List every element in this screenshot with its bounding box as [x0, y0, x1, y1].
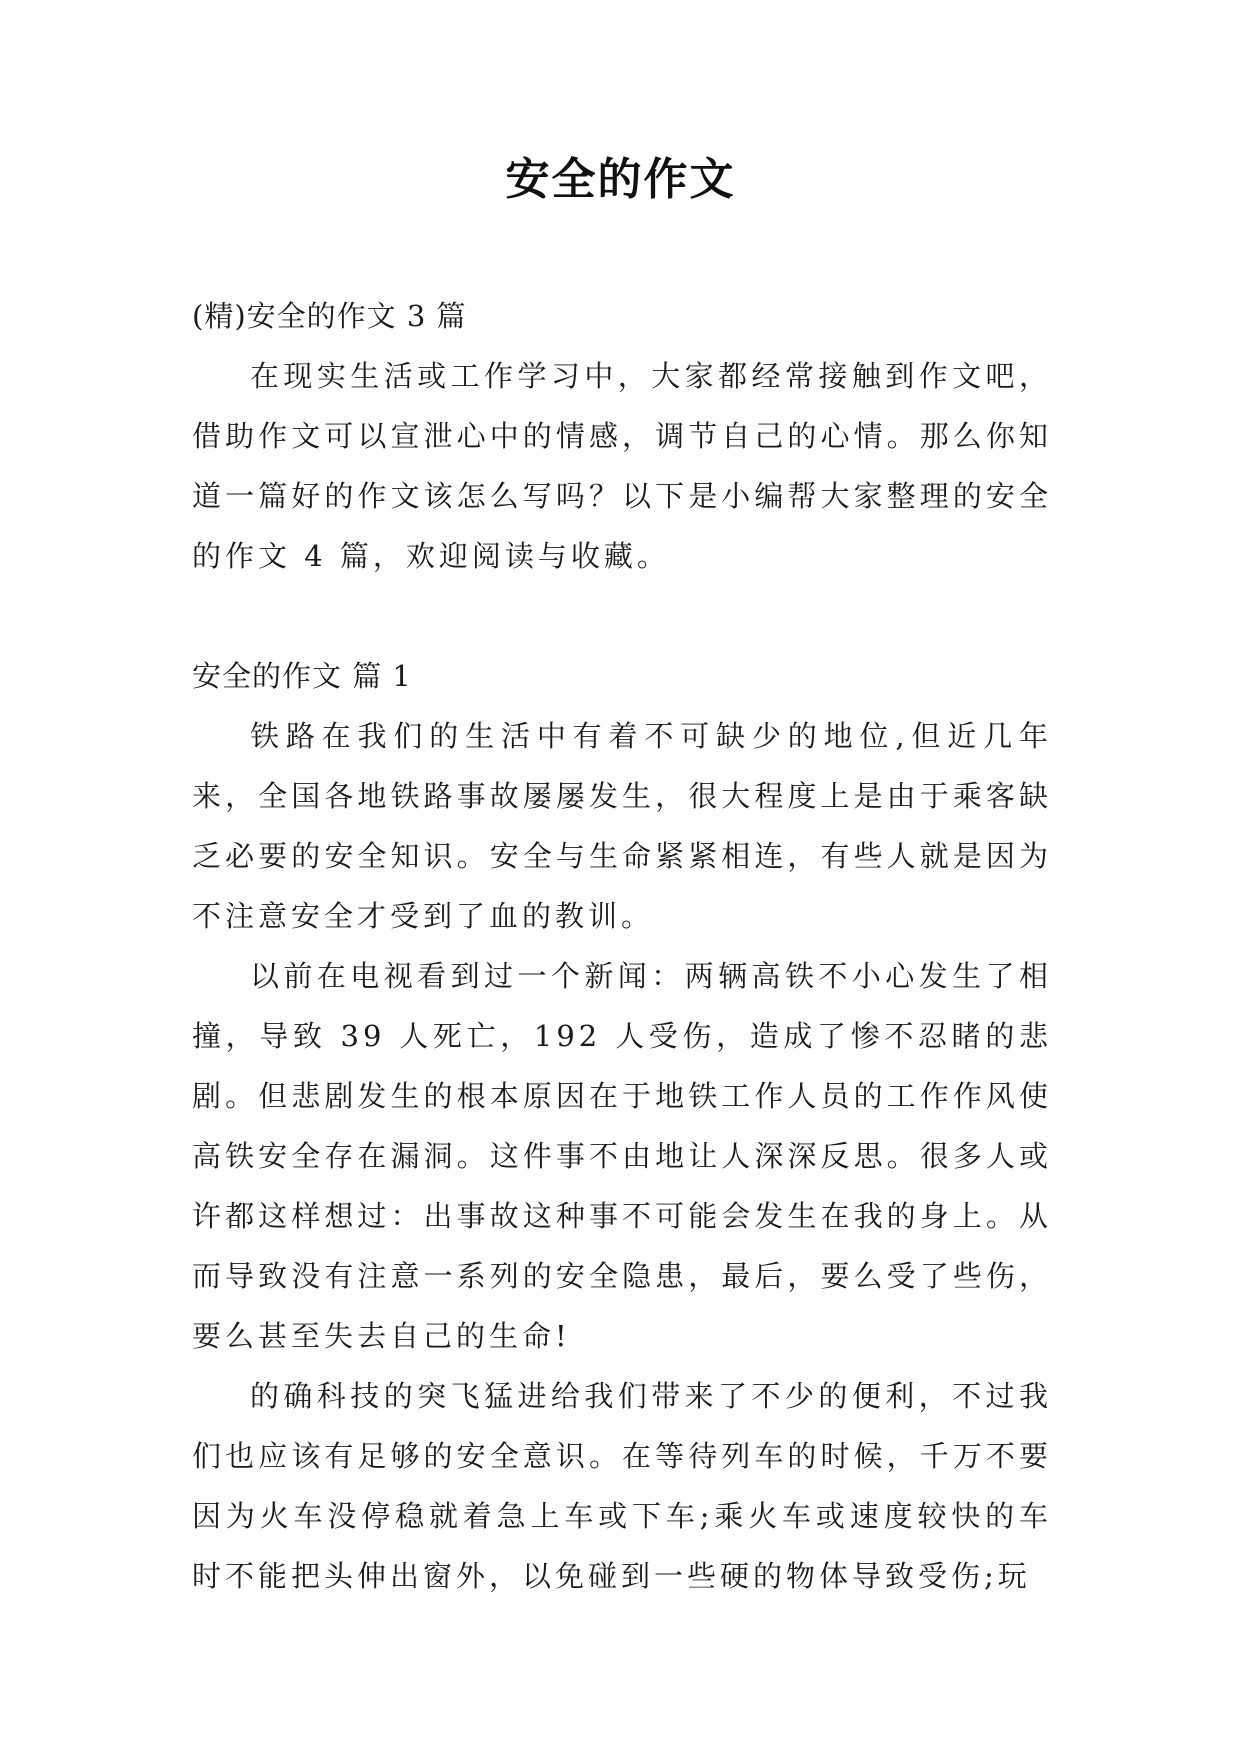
document-title: 安全的作文 [505, 154, 736, 205]
section-heading: 安全的作文 篇 1 [192, 659, 412, 693]
body-paragraph-2: 以前在电视看到过一个新闻：两辆高铁不小心发生了相撞，导致 39 人死亡，192 人受伤，造成了惨不忍睹的悲剧。但悲剧发生的根本原因在于地铁工作人员的工作作风使高铁安全存在漏洞。这件事不由地让人深深反思。很多人或许都这样想过：出事故这种事不可能会发生在我的身上。从而导致没有注意一系列的安全隐患，最后，要么受了些伤，要么甚至失去自己的生命! [192, 959, 1052, 1353]
intro-paragraph: 在现实生活或工作学习中，大家都经常接触到作文吧，借助作文可以宣泄心中的情感，调节自己的心情。那么你知道一篇好的作文该怎么写吗？以下是小编帮大家整理的安全的作文 4 篇，欢迎阅读与收藏。 [192, 359, 1052, 573]
paragraph-spacer [192, 586, 1052, 646]
document-body [192, 286, 1052, 1606]
body-paragraph-3: 的确科技的突飞猛进给我们带来了不少的便利，不过我们也应该有足够的安全意识。在等待列车的时候，千万不要因为火车没停稳就着急上车或下车;乘火车或速度较快的车时不能把头伸出窗外，以免碰到一些硬的物体导致受伤;玩 [192, 1379, 1052, 1593]
body-paragraph-1: 铁路在我们的生活中有着不可缺少的地位,但近几年来，全国各地铁路事故屡屡发生，很大程度上是由于乘客缺乏必要的安全知识。安全与生命紧紧相连，有些人就是因为不注意安全才受到了血的教训。 [192, 719, 1052, 933]
document-subtitle: (精)安全的作文 3 篇 [192, 299, 467, 333]
